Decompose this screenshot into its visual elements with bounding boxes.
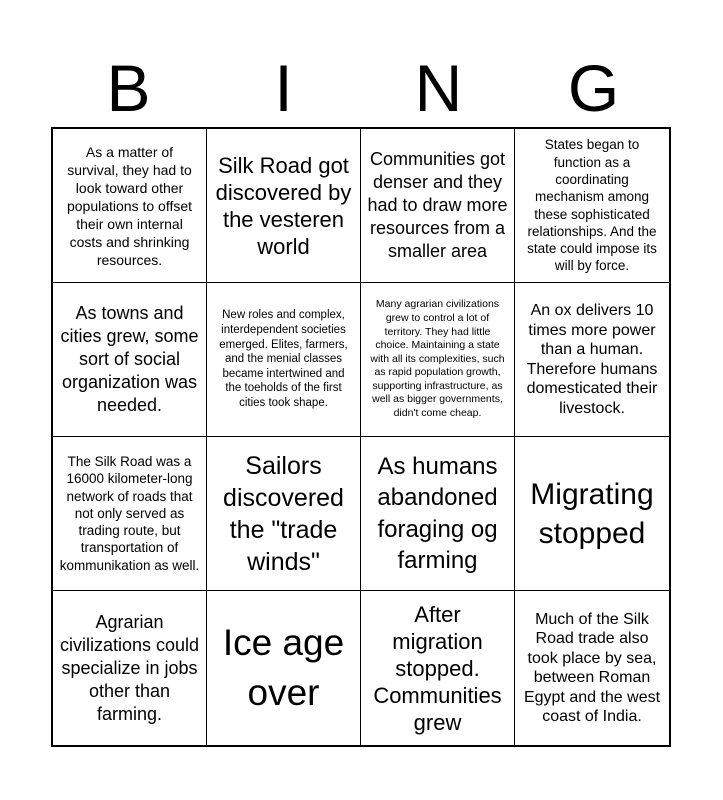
bingo-cell[interactable] [361,283,515,437]
cell-text: Agrarian civilizations could specialize in jobs other than farming. [59,611,200,724]
header-letter-n: N [414,51,463,125]
cell-text: Silk Road got discovered by the vesteren world [215,152,352,259]
bingo-cell[interactable] [515,591,669,745]
cell-text: Many agrarian civilizations grew to control a lot of territory. They had little choice. Maintaining a state with all its complexities, such as rapid population growth, supporting infrastructure, as well as bigger governments, didn't come cheap. [370,298,505,420]
bingo-board [51,127,671,747]
bingo-cell[interactable] [207,591,361,745]
cell-text: Migrating stopped [530,477,654,550]
cell-text: Communities got denser and they had to draw more resources from a smaller area [367,149,508,261]
header-letter-g: G [567,51,620,125]
cell-text: States began to function as a coordinating mechanism among these sophisticated relationships. And the state could impose its will by force. [527,137,657,274]
bingo-cell[interactable] [53,591,207,745]
bingo-header [51,48,671,128]
header-letter-i: I [274,51,293,125]
cell-text: Ice age over [222,622,345,713]
cell-text: After migration stopped. Communities grew [373,601,502,735]
cell-text: An ox delivers 10 times more power than a human. Therefore humans domesticated their livestock. [526,302,658,417]
bingo-cell[interactable] [207,129,361,283]
cell-text: As a matter of survival, they had to look toward other populations to offset their own internal costs and shrinking resources. [66,143,193,268]
bingo-cell[interactable] [361,129,515,283]
cell-text: New roles and complex, interdependent societies emerged. Elites, farmers, and the menial classes became intertwined and the toeholds of the first cities took shape. [219,309,348,409]
header-letter-b: B [106,51,151,125]
bingo-cell[interactable] [53,129,207,283]
cell-text: Sailors discovered the "trade winds" [223,451,344,576]
bingo-cell[interactable] [207,437,361,591]
bingo-cell[interactable] [361,437,515,591]
cell-text: The Silk Road was a 16000 kilometer-long network of roads that not only served as trading route, but transportation of kommunikation as well. [59,454,200,573]
bingo-cell[interactable] [515,437,669,591]
bingo-cell[interactable] [53,283,207,437]
cell-text: Much of the Silk Road trade also took place by sea, between Roman Egypt and the west coast of India. [523,610,661,725]
cell-text: As humans abandoned foraging og farming [377,452,498,574]
bingo-cell[interactable] [53,437,207,591]
bingo-cell[interactable] [361,591,515,745]
bingo-cell[interactable] [515,129,669,283]
cell-text: As towns and cities grew, some sort of social organization was needed. [60,303,199,415]
bingo-cell[interactable] [515,283,669,437]
bingo-cell[interactable] [207,283,361,437]
